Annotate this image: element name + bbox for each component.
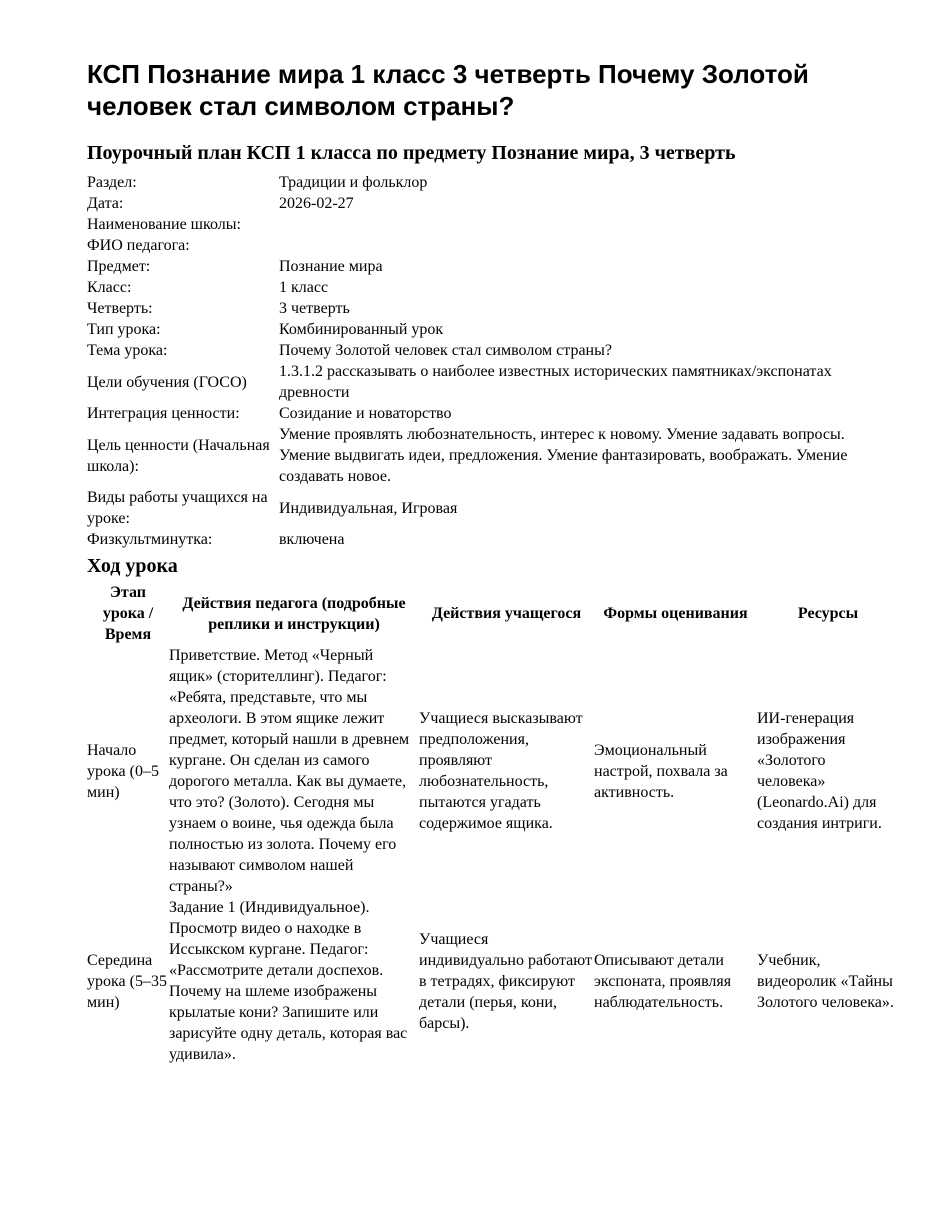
cell-stage: Начало урока (0–5 мин) xyxy=(87,741,159,801)
cell-resources: ИИ-генерация изображения «Золотого человека» (Leonardo.Ai) для создания интриги. xyxy=(757,710,882,832)
info-row xyxy=(87,529,899,550)
info-row xyxy=(87,319,899,340)
lesson-plan-table xyxy=(87,582,899,1065)
cell-stage: Середина урока (5–35 мин) xyxy=(87,951,167,1011)
info-value: включена xyxy=(279,531,345,548)
info-row xyxy=(87,361,899,403)
info-label: Виды работы учащихся на уроке: xyxy=(87,489,268,527)
cell-assessment: Описывают детали экспоната, проявляя наблюдательность. xyxy=(594,951,732,1011)
info-value: 3 четверть xyxy=(279,300,350,317)
info-label: Цель ценности (Начальная школа): xyxy=(87,436,270,475)
info-value xyxy=(279,214,899,235)
info-row xyxy=(87,487,899,529)
info-row xyxy=(87,298,899,319)
info-value: Комбинированный урок xyxy=(279,321,444,338)
info-label: Интеграция ценности: xyxy=(87,405,240,422)
info-row xyxy=(87,193,899,214)
cell-teacher-actions: Приветствие. Метод «Черный ящик» (сторителлинг). Педагог: «Ребята, представьте, что мы археологи. В этом ящике лежит предмет, который нашли в древнем кургане. Он сделан из самого дорогого металла. Как вы думаете, что это? (Золото). Сегодня мы узнаем о воине, чья одежда была полностью из золота. Почему его называют символом нашей страны?» xyxy=(169,647,410,895)
header-assessment: Формы оценивания xyxy=(603,605,748,622)
header-stage: Этап урока / Время xyxy=(102,584,154,643)
document-page xyxy=(87,58,899,1065)
info-row xyxy=(87,235,899,256)
cell-assessment: Эмоциональный настрой, похвала за активность. xyxy=(594,741,728,801)
plan-subtitle: Поурочный план КСП 1 класса по предмету Познание мира, 3 четверть xyxy=(87,142,736,164)
info-label: ФИО педагога: xyxy=(87,237,190,254)
table-row xyxy=(87,897,899,1065)
info-label: Раздел: xyxy=(87,174,137,191)
info-row xyxy=(87,340,899,361)
page-title: КСП Познание мира 1 класс 3 четверть Почему Золотой человек стал символом страны? xyxy=(87,59,809,121)
cell-teacher-actions: Задание 1 (Индивидуальное). Просмотр видео о находке в Иссыкском кургане. Педагог: «Рассмотрите детали доспехов. Почему на шлеме изображены крылатые кони? Запишите или зарисуйте одну деталь, которая вас удивила». xyxy=(169,899,408,1063)
cell-student-actions: Учащиеся индивидуально работают в тетрадях, фиксируют детали (перья, кони, барсы). xyxy=(419,930,593,1032)
info-value: Индивидуальная, Игровая xyxy=(279,499,458,517)
info-value: Традиции и фольклор xyxy=(279,174,428,191)
header-student-actions: Действия учащегося xyxy=(431,605,582,622)
info-label: Наименование школы: xyxy=(87,216,241,233)
info-row xyxy=(87,403,899,424)
info-row xyxy=(87,214,899,235)
table-header-row xyxy=(87,582,899,645)
lesson-flow-heading: Ход урока xyxy=(87,555,178,577)
info-value: Почему Золотой человек стал символом страны? xyxy=(279,342,612,359)
table-row xyxy=(87,645,899,897)
cell-resources: Учебник, видеоролик «Тайны Золотого человека». xyxy=(757,951,894,1011)
info-label: Физкультминутка: xyxy=(87,531,213,548)
header-teacher-actions: Действия педагога (подробные реплики и инструкции) xyxy=(182,594,406,633)
cell-student-actions: Учащиеся высказывают предположения, проявляют любознательность, пытаются угадать содержимое ящика. xyxy=(419,710,583,832)
info-value: Созидание и новаторство xyxy=(279,405,452,422)
info-value: Умение проявлять любознательность, интерес к новому. Умение задавать вопросы. Умение выдвигать идеи, предложения. Умение фантазировать, воображать. Умение создавать новое. xyxy=(279,426,848,485)
info-row xyxy=(87,256,899,277)
info-row xyxy=(87,172,899,193)
info-label: Дата: xyxy=(87,195,124,212)
info-label: Предмет: xyxy=(87,258,151,275)
info-value: 2026-02-27 xyxy=(279,195,354,212)
info-value: 1.3.1.2 рассказывать о наиболее известных исторических памятниках/экспонатах древности xyxy=(279,363,832,401)
info-value: Познание мира xyxy=(279,258,383,275)
header-resources: Ресурсы xyxy=(797,605,859,622)
info-label: Класс: xyxy=(87,279,132,296)
info-label: Тип урока: xyxy=(87,321,161,338)
info-label: Четверть: xyxy=(87,300,153,317)
info-value xyxy=(279,235,899,256)
info-row xyxy=(87,424,899,487)
info-row xyxy=(87,277,899,298)
info-label: Цели обучения (ГОСО) xyxy=(87,373,247,391)
info-value: 1 класс xyxy=(279,279,329,296)
lesson-info-table xyxy=(87,172,899,550)
info-label: Тема урока: xyxy=(87,342,168,359)
